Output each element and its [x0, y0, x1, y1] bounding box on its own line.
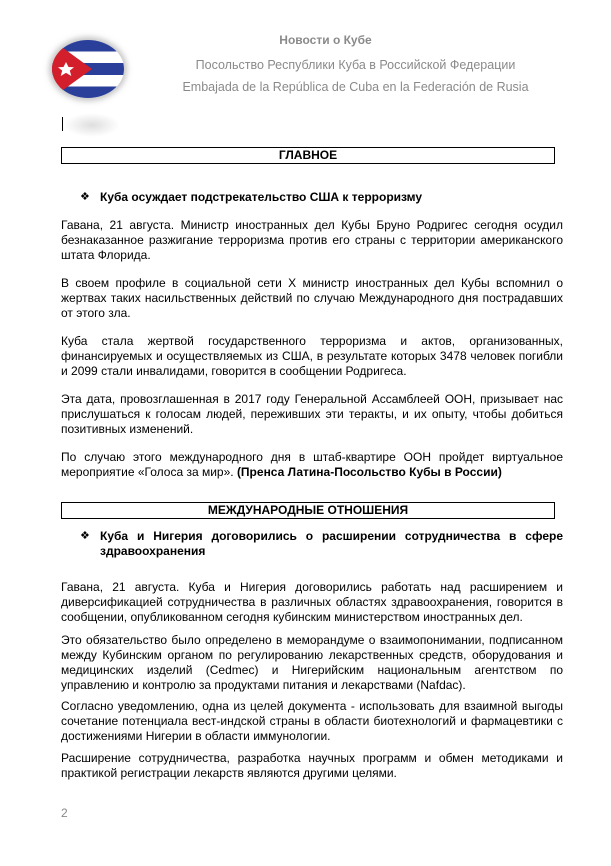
header-title: Новости о Кубе	[279, 33, 372, 47]
news-source: (Пренса Латина-Посольство Кубы в России)	[236, 465, 502, 479]
headline-main-text: Куба осуждает подстрекательство США к терроризму	[100, 190, 423, 204]
cursor-shadow	[64, 113, 120, 137]
page-number: 2	[61, 806, 68, 820]
header-embassy-es: Embajada de la República de Cuba en la Federación de Rusia	[182, 80, 529, 94]
text-cursor[interactable]	[62, 117, 63, 131]
paragraph-text: По случаю этого международного дня в штаб-квартире ООН пройдет виртуальное мероприятие «Голоса за мир».	[61, 450, 563, 479]
paragraph: В своем профиле в социальной сети X министр иностранных дел Кубы вспомнил о жертвах таких насильственных действий по случаю Международного дня пострадавших от этого зла.	[61, 276, 563, 320]
paragraph-with-source	[61, 450, 563, 480]
paragraph: Эта дата, провозглашенная в 2017 году Генеральной Ассамблеей ООН, призывает нас прислушаться к голосам людей, переживших эти теракты, и их опыту, чтобы добиться позитивных изменений.	[61, 392, 563, 436]
section-title-main: ГЛАВНОЕ	[61, 147, 555, 164]
page-header	[0, 0, 611, 110]
section-title-international: МЕЖДУНАРОДНЫЕ ОТНОШЕНИЯ	[61, 502, 555, 519]
paragraph: Куба стала жертвой государственного терроризма и актов, организованных, финансируемых и осуществляемых из США, в результате которых 3478 человек погибли и 2099 стали инвалидами, говорится в сообщении Родригеса.	[61, 334, 563, 378]
paragraph: Это обязательство было определено в меморандуме о взаимопонимании, подписанном между Кубинским органом по регулированию лекарственных средств, оборудования и медицинских изделий (Cedmec) и Нигерийским национальным агентством по управлению и контролю за продуктами питания и лекарствами (Nafdac).	[61, 633, 563, 692]
paragraph: Гавана, 21 августа. Министр иностранных дел Кубы Бруно Родригес сегодня осудил безнаказанное разжигание терроризма против его страны с территории американского штата Флорида.	[61, 218, 563, 262]
header-embassy-ru: Посольство Республики Куба в Российской Федерации	[195, 58, 516, 72]
headline-international-text: Куба и Нигерия договорились о расширении сотрудничества в сфере здравоохранения	[100, 529, 563, 558]
bullet-diamond-icon: ❖	[80, 530, 90, 542]
bullet-diamond-icon: ❖	[80, 191, 90, 203]
paragraph: Расширение сотрудничества, разработка научных программ и обмен методиками и практикой регистрации лекарств являются другими целями.	[61, 751, 563, 780]
paragraph: Гавана, 21 августа. Куба и Нигерия договорились работать над расширением и диверсификацией сотрудничества в различных областях здравоохранения, говорится в сообщении, опубликованном сегодня кубинским министерством иностранных дел.	[61, 580, 563, 624]
paragraph: Согласно уведомлению, одна из целей документа - использовать для взаимной выгоды сочетание потенциала вест-индской страны в области биотехнологий и фармацевтики с достижениями Нигерии в области иммунологии.	[61, 699, 563, 743]
